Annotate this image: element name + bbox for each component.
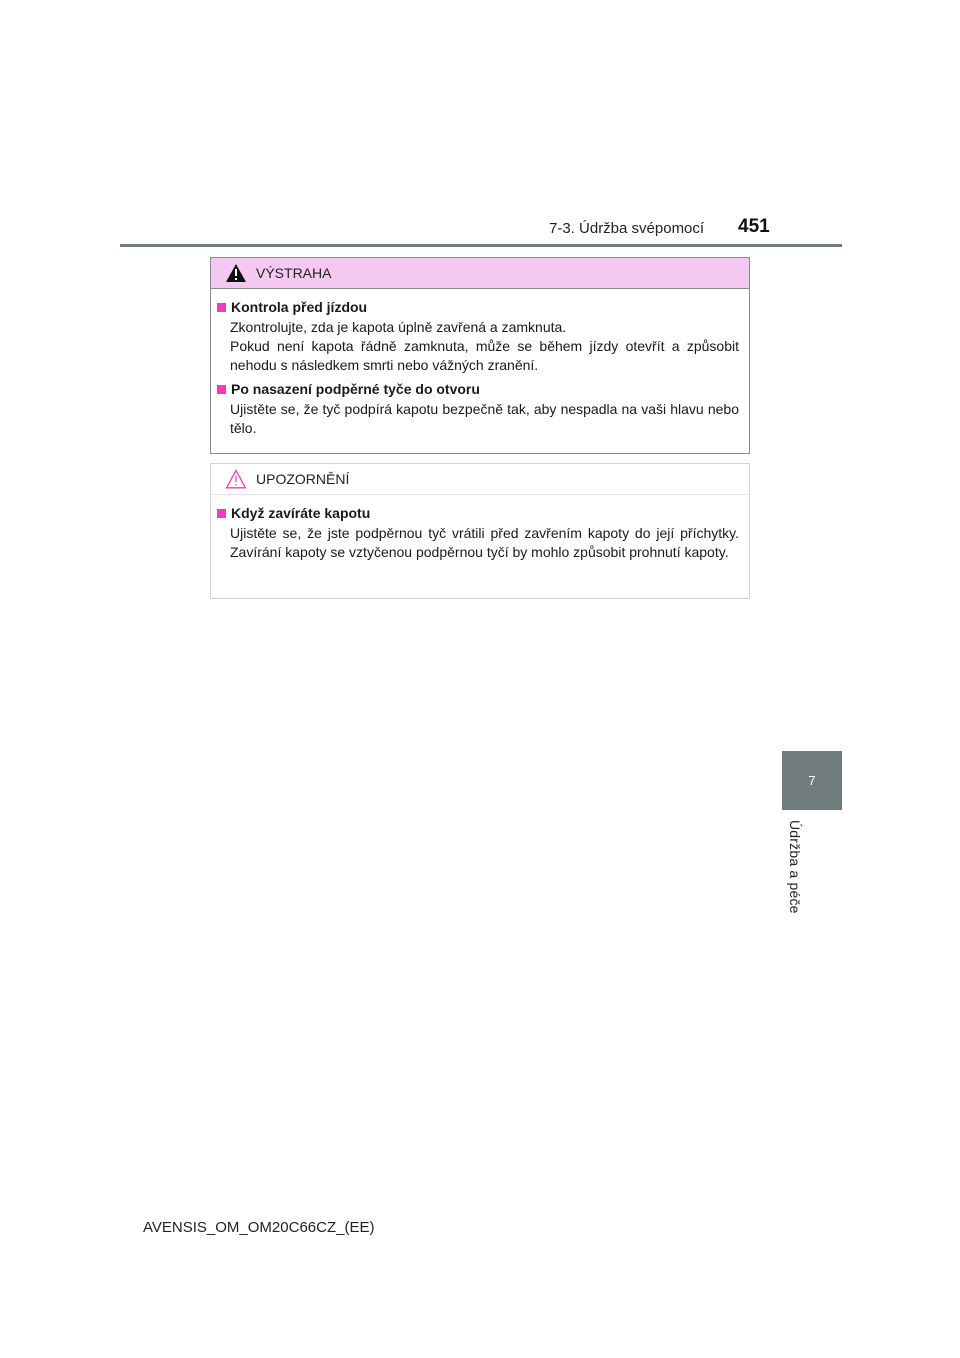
warning-item-heading: Kontrola před jízdou [217, 299, 739, 315]
square-bullet-icon [217, 509, 226, 518]
caution-item-1 [217, 505, 739, 562]
caution-item-heading: Když zavíráte kapotu [217, 505, 739, 521]
chapter-title-vertical: Údržba a péče [787, 820, 803, 914]
chapter-number: 7 [808, 773, 816, 788]
caution-item-text: Ujistěte se, že jste podpěrnou tyč vrátili před zavřením kapoty do její příchytky. Zavírání kapoty se vztyčenou podpěrnou tyčí by mohlo způsobit prohnutí kapoty. [230, 525, 739, 560]
caution-box [210, 463, 750, 599]
caution-box-body [211, 495, 749, 562]
square-bullet-icon [217, 303, 226, 312]
caution-box-header [211, 464, 749, 495]
manual-code-footer: AVENSIS_OM_OM20C66CZ_(EE) [143, 1219, 375, 1236]
warning-triangle-icon [225, 263, 247, 283]
page-number: 451 [738, 216, 770, 237]
square-bullet-icon [217, 385, 226, 394]
warning-box-title: VÝSTRAHA [256, 265, 332, 281]
warning-item-heading: Po nasazení podpěrné tyče do otvoru [217, 381, 739, 397]
warning-box [210, 257, 750, 454]
warning-item-text: Ujistěte se, že tyč podpírá kapotu bezpečně tak, aby nespadla na vaši hlavu nebo tělo. [230, 401, 739, 436]
chapter-tab[interactable] [782, 751, 842, 810]
warning-item-2 [217, 381, 739, 438]
warning-item-text: Zkontrolujte, zda je kapota úplně zavřená a zamknuta. Pokud není kapota řádně zamknuta, může se během jízdy otevřít a způsobit nehodu s následkem smrti nebo vážných zranění. [230, 319, 739, 373]
warning-box-body [211, 289, 749, 438]
caution-box-title: UPOZORNĚNÍ [256, 471, 350, 487]
warning-box-header [211, 258, 749, 289]
warning-item-1 [217, 299, 739, 375]
header-section-title: 7-3. Údržba svépomocí [549, 220, 705, 237]
header-divider [120, 244, 842, 247]
caution-triangle-icon [225, 469, 247, 489]
